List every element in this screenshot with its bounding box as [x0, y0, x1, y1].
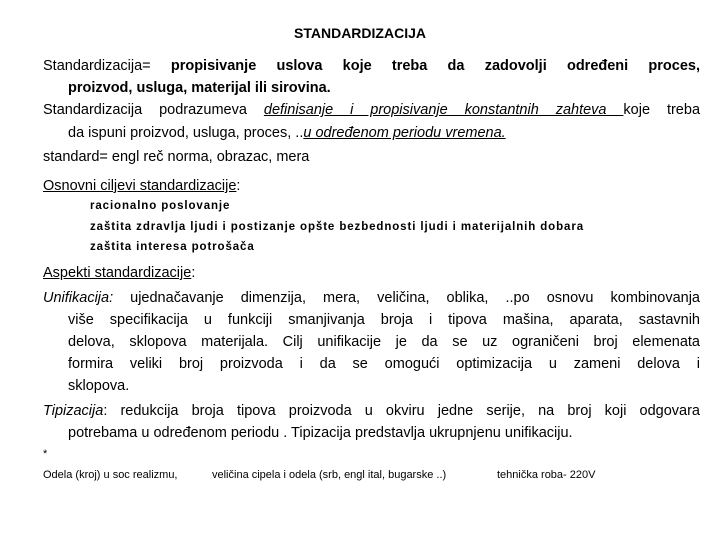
- text: Aspekti standardizacije: [43, 265, 192, 281]
- text: ujednačavanje dimenzija, mera, veličina, oblika, ..po osnovu kombinovanja: [113, 290, 700, 306]
- term: Unifikacija:: [43, 290, 114, 306]
- unification-line: više specifikacija u funkciji smanjivanja broja i tipova mašina, aparata, sastavnih: [68, 312, 700, 328]
- definition-line: proizvod, usluga, materijal ili sirovina.: [68, 80, 331, 96]
- goal-item: racionalno poslovanje: [90, 200, 231, 212]
- text: Osnovni ciljevi standardizacije: [43, 178, 237, 194]
- goal-item: zaštita zdravlja ljudi i postizanje opšte bezbednosti ljudi i materijalnih dobara: [90, 221, 585, 233]
- standard-line: standard= engl reč norma, obrazac, mera: [43, 149, 310, 165]
- text: propisivanje uslova koje treba da zadovolji određeni proces,: [170, 58, 700, 74]
- unification-line: [43, 289, 700, 307]
- unification-line: formira veliki broj proizvoda i da se omogući optimizacija u zameni delova i: [68, 356, 700, 372]
- text: u određenom periodu vremena.: [303, 125, 506, 141]
- definition-line: [43, 101, 700, 119]
- asterisk: *: [43, 448, 48, 460]
- unification-line: delova, sklopova materijala. Cilj unifikacije je da se uz ograničeni broj elemenata: [68, 334, 700, 350]
- text: Standardizacija=: [43, 58, 171, 74]
- definition-line: [68, 124, 506, 142]
- text: :: [236, 178, 241, 194]
- goal-item: zaštita interesa potrošača: [90, 241, 255, 253]
- definition-line: [43, 57, 700, 75]
- text: : redukcija broja tipova proizvoda u okviru jedne serije, na broj koji odgovara: [103, 403, 700, 419]
- unification-line: sklopova.: [68, 378, 130, 394]
- aspects-heading: [43, 264, 195, 282]
- page-title: STANDARDIZACIJA: [294, 25, 426, 41]
- typization-line: [43, 402, 700, 420]
- text: da ispuni proizvod, usluga, proces, ..: [68, 125, 304, 141]
- text: koje treba: [623, 102, 701, 118]
- term: Tipizacija: [43, 403, 104, 419]
- example-item: veličina cipela i odela (srb, engl ital, bugarske ..): [212, 469, 447, 481]
- typization-line: potrebama u određenom periodu . Tipizacija predstavlja ukrupnjenu unifikaciju.: [68, 425, 573, 441]
- example-item: Odela (kroj) u soc realizmu,: [43, 469, 178, 481]
- example-item: tehnička roba- 220V: [497, 469, 596, 481]
- text: definisanje i propisivanje konstantnih zahteva: [263, 102, 624, 118]
- goals-heading: [43, 177, 240, 195]
- text: Standardizacija podrazumeva: [43, 102, 264, 118]
- text: :: [191, 265, 196, 281]
